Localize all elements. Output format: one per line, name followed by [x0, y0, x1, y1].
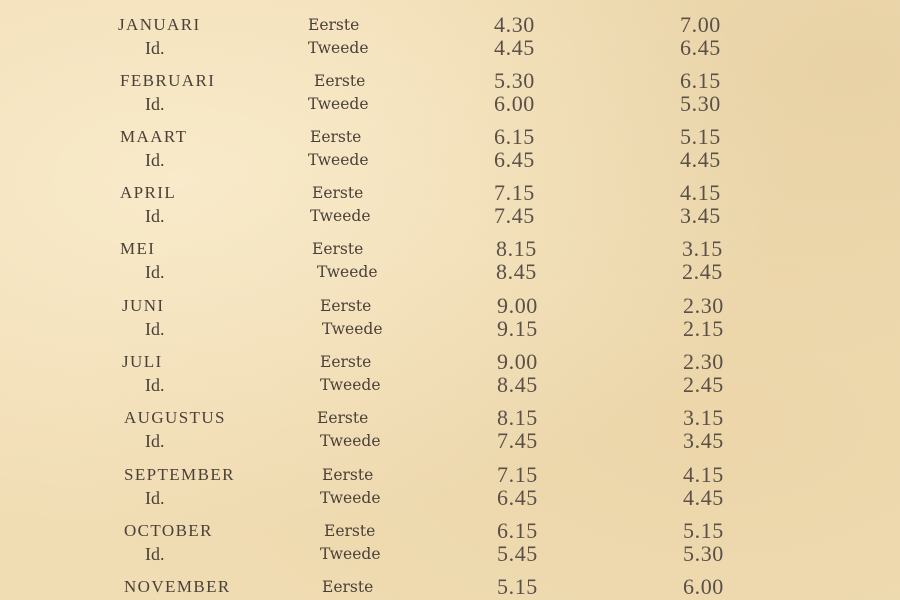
- month-label: Id.: [145, 206, 165, 226]
- half-label: Tweede: [308, 39, 369, 57]
- table-row: [0, 125, 900, 149]
- half-label: Eerste: [322, 578, 374, 596]
- half-label: Eerste: [312, 184, 364, 202]
- month-label: Id.: [145, 94, 165, 114]
- month-label: Id.: [145, 375, 165, 395]
- table-row: [0, 317, 900, 341]
- table-row: [0, 92, 900, 116]
- second-time: 6.45: [680, 35, 721, 60]
- first-time: 7.45: [497, 428, 538, 453]
- half-label: Tweede: [310, 207, 371, 225]
- first-time: 7.15: [494, 180, 535, 205]
- first-time: 7.45: [494, 203, 535, 228]
- month-label: JANUARI: [118, 15, 201, 34]
- first-time: 8.15: [497, 405, 538, 430]
- first-time: 6.15: [497, 518, 538, 543]
- table-row: [0, 13, 900, 37]
- half-label: Tweede: [320, 489, 381, 507]
- table-row: [0, 69, 900, 93]
- table-row: [0, 350, 900, 374]
- month-label: NOVEMBER: [124, 577, 231, 596]
- first-time: 6.45: [494, 147, 535, 172]
- second-time: 4.45: [683, 485, 724, 510]
- half-label: Eerste: [312, 240, 364, 258]
- second-time: 6.00: [683, 574, 724, 599]
- table-row: [0, 204, 900, 228]
- table-row: [0, 406, 900, 430]
- month-label: SEPTEMBER: [124, 465, 235, 484]
- half-label: Tweede: [320, 376, 381, 394]
- table-row: [0, 519, 900, 543]
- table-row: [0, 575, 900, 599]
- second-time: 2.30: [683, 349, 724, 374]
- month-label: Id.: [145, 431, 165, 451]
- month-label: OCTOBER: [124, 521, 213, 540]
- half-label: Eerste: [324, 522, 376, 540]
- first-time: 9.15: [497, 316, 538, 341]
- second-time: 6.15: [680, 68, 721, 93]
- first-time: 8.45: [497, 372, 538, 397]
- month-label: Id.: [145, 150, 165, 170]
- table-row: [0, 429, 900, 453]
- second-time: 5.15: [683, 518, 724, 543]
- first-time: 7.15: [497, 462, 538, 487]
- month-label: Id.: [145, 262, 165, 282]
- half-label: Tweede: [320, 545, 381, 563]
- first-time: 8.15: [496, 236, 537, 261]
- first-time: 4.45: [494, 35, 535, 60]
- half-label: Eerste: [320, 353, 372, 371]
- second-time: 3.15: [683, 405, 724, 430]
- first-time: 6.15: [494, 124, 535, 149]
- half-label: Eerste: [322, 466, 374, 484]
- second-time: 3.15: [682, 236, 723, 261]
- first-time: 9.00: [497, 293, 538, 318]
- half-label: Eerste: [310, 128, 362, 146]
- first-time: 6.45: [497, 485, 538, 510]
- first-time: 5.30: [494, 68, 535, 93]
- table-row: [0, 260, 900, 284]
- table-row: [0, 36, 900, 60]
- month-label: Id.: [145, 319, 165, 339]
- half-label: Eerste: [308, 16, 360, 34]
- month-label: APRIL: [120, 183, 177, 202]
- second-time: 3.45: [683, 428, 724, 453]
- month-label: MEI: [120, 239, 156, 258]
- second-time: 5.30: [680, 91, 721, 116]
- month-label: AUGUSTUS: [124, 408, 226, 427]
- month-label: JUNI: [122, 296, 165, 315]
- second-time: 4.15: [680, 180, 721, 205]
- table-row: [0, 237, 900, 261]
- table-row: [0, 373, 900, 397]
- second-time: 4.15: [683, 462, 724, 487]
- second-time: 7.00: [680, 12, 721, 37]
- month-label: FEBRUARI: [120, 71, 216, 90]
- half-label: Eerste: [317, 409, 369, 427]
- month-label: Id.: [145, 488, 165, 508]
- second-time: 2.30: [683, 293, 724, 318]
- month-label: JULI: [122, 352, 163, 371]
- half-label: Tweede: [308, 95, 369, 113]
- table-row: [0, 181, 900, 205]
- second-time: 2.15: [683, 316, 724, 341]
- month-label: MAART: [120, 127, 188, 146]
- first-time: 5.15: [497, 574, 538, 599]
- table-row: [0, 294, 900, 318]
- first-time: 6.00: [494, 91, 535, 116]
- first-time: 9.00: [497, 349, 538, 374]
- table-row: [0, 148, 900, 172]
- second-time: 3.45: [680, 203, 721, 228]
- half-label: Tweede: [317, 263, 378, 281]
- second-time: 4.45: [680, 147, 721, 172]
- second-time: 5.30: [683, 541, 724, 566]
- half-label: Eerste: [314, 72, 366, 90]
- second-time: 2.45: [682, 259, 723, 284]
- first-time: 8.45: [496, 259, 537, 284]
- table-row: [0, 542, 900, 566]
- second-time: 2.45: [683, 372, 724, 397]
- first-time: 5.45: [497, 541, 538, 566]
- half-label: Tweede: [308, 151, 369, 169]
- half-label: Tweede: [322, 320, 383, 338]
- month-label: Id.: [145, 38, 165, 58]
- half-label: Tweede: [320, 432, 381, 450]
- first-time: 4.30: [494, 12, 535, 37]
- second-time: 5.15: [680, 124, 721, 149]
- table-row: [0, 463, 900, 487]
- half-label: Eerste: [320, 297, 372, 315]
- table-row: [0, 486, 900, 510]
- month-label: Id.: [145, 544, 165, 564]
